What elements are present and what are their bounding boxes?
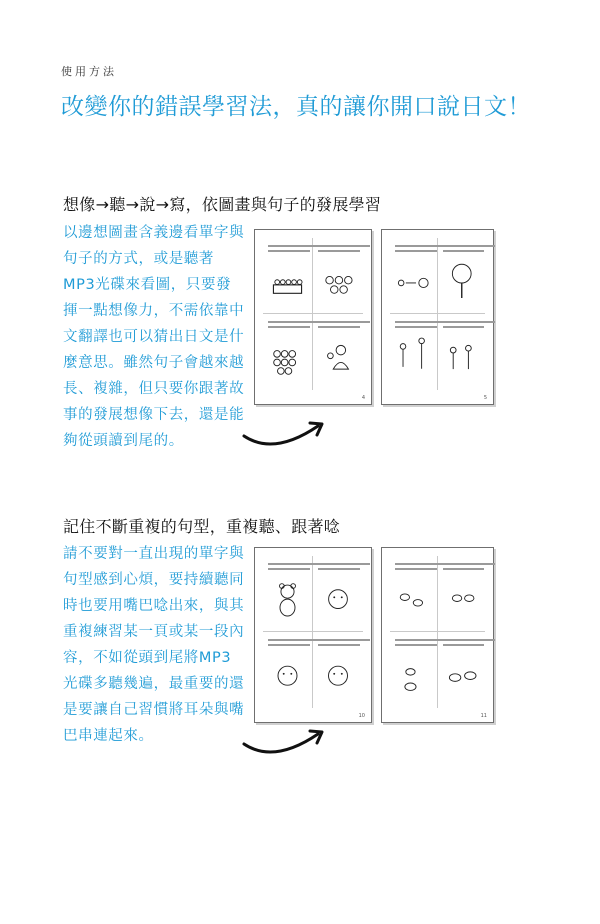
tree-illustration [438, 238, 486, 313]
dogs-illustration [390, 632, 437, 708]
section-1-body: 以邊想圖畫含義邊看單字與句子的方式，或是聽著MP3光碟來看圖，只要發揮一點想像力，不需依靠中文翻譯也可以猜出日文是什麼意思。雖然句子會越來越長、複雜，但只要你跟著故事的發展想像下去，還是能夠從頭讀到尾的。 [63, 225, 245, 449]
section-2-body: 請不要對一直出現的單字與句型感到心煩，要持續聽同時也要用嘴巴唸出來，與其重複練習某一頁或某一段內容，不如從頭到尾將MP3光碟多聽幾遍，最重要的還是要讓自己習慣將耳朵與嘴巴串連起來。 [63, 546, 245, 744]
page-1-panel [263, 314, 313, 390]
sample-page-2: 5 [381, 229, 494, 405]
page-4-panel [438, 556, 486, 632]
picking-apple-illustration [438, 314, 486, 390]
page-2-panel [390, 238, 438, 314]
curved-arrow-icon [240, 722, 330, 764]
page-title: 改變你的錯誤學習法，真的讓你開口說日文！ [61, 94, 531, 120]
person-eating-illustration [313, 314, 363, 390]
face-illustration [313, 556, 363, 631]
page-3-panel [263, 632, 313, 708]
page-4-panel [390, 556, 438, 632]
section-2-heading: 記住不斷重複的句型，重複聽、跟著唸 [63, 517, 341, 536]
face-illustration [313, 632, 363, 708]
page-2-panel [438, 314, 486, 390]
teddy-bear-illustration [263, 556, 312, 631]
page-4-panel [438, 632, 486, 708]
page-3-panel [313, 556, 363, 632]
page-4-panel [390, 632, 438, 708]
page-2-panel [390, 314, 438, 390]
page-3-panel [263, 556, 313, 632]
baskets-illustration [263, 238, 312, 313]
dogs-illustration [438, 632, 486, 708]
apples-group-illustration [263, 314, 312, 390]
page-2-panel [438, 238, 486, 314]
people-illustration [390, 314, 437, 390]
page-1-panel [263, 238, 313, 314]
page-1-panel [313, 238, 363, 314]
face-illustration [263, 632, 312, 708]
page-3-panel [313, 632, 363, 708]
sample-page-3: 10 [254, 547, 372, 723]
apple-arrow-illustration [390, 238, 437, 313]
apples-illustration [313, 238, 363, 313]
section-label: 使用方法 [61, 65, 117, 78]
page-1-panel [313, 314, 363, 390]
section-1-heading: 想像→聽→說→寫，依圖畫與句子的發展學習 [63, 195, 382, 214]
curved-arrow-icon [240, 414, 330, 456]
dogs-illustration [390, 556, 437, 631]
dogs-illustration [438, 556, 486, 631]
sample-page-1: 4 [254, 229, 372, 405]
sample-page-4: 11 [381, 547, 494, 723]
